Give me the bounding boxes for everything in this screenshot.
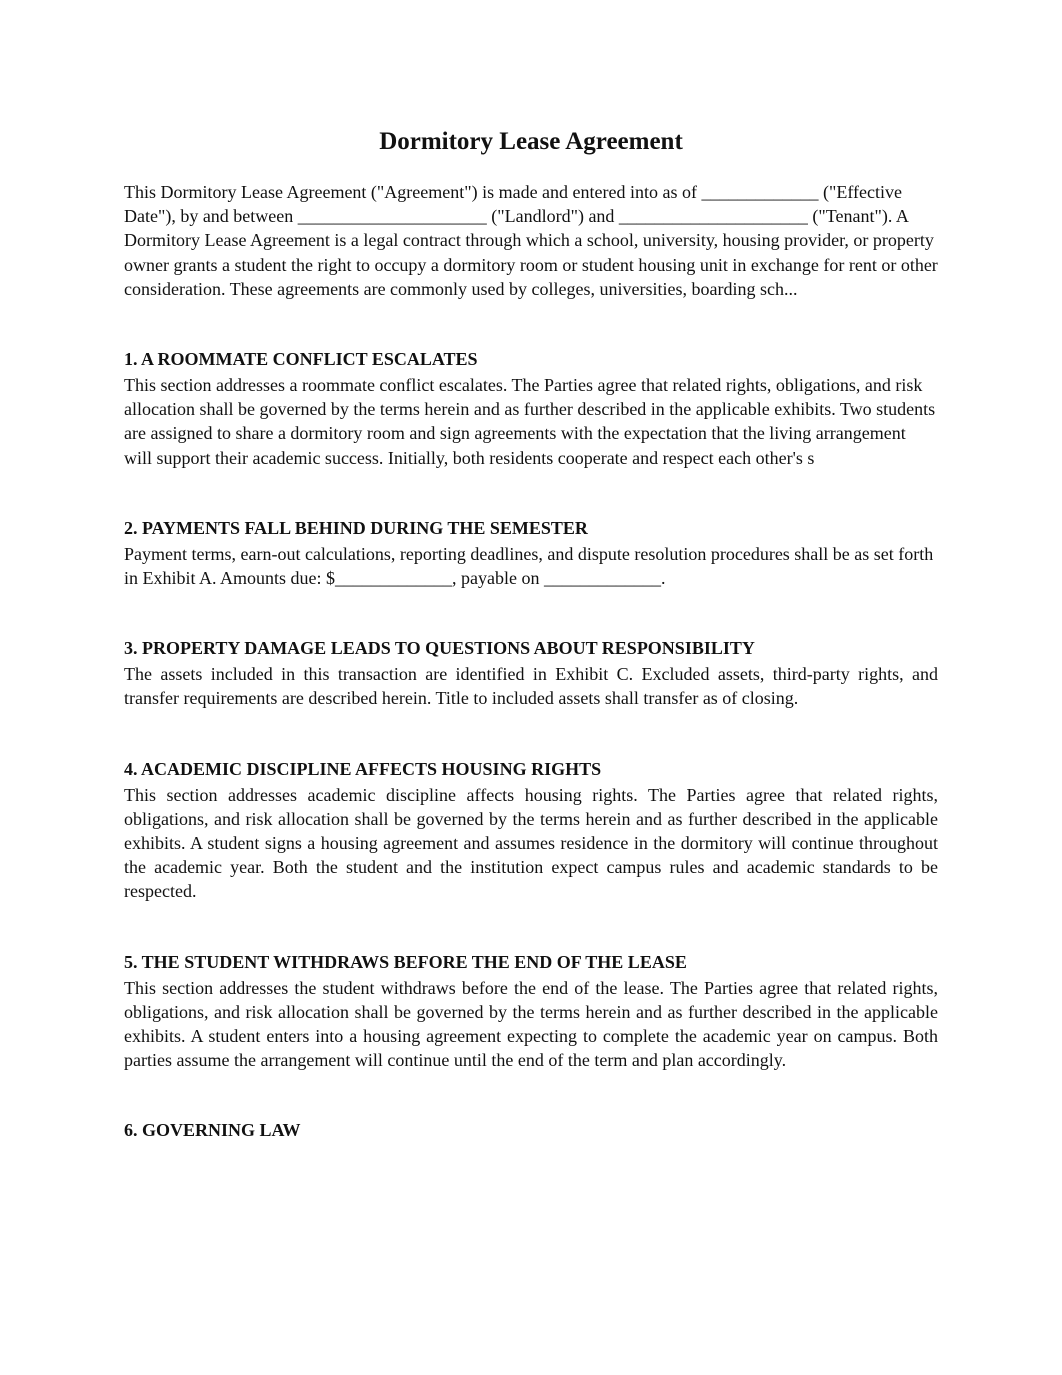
section-heading: 1. A ROOMMATE CONFLICT ESCALATES — [124, 349, 478, 370]
section-4 — [124, 755, 938, 904]
section-heading: 3. PROPERTY DAMAGE LEADS TO QUESTIONS ABOUT RESPONSIBILITY — [124, 638, 755, 659]
section-body: The assets included in this transaction are identified in Exhibit C. Excluded assets, third-party rights, and transfer requirements are described herein. Title to included assets shall transfer as of closing. — [124, 664, 938, 709]
section-heading: 2. PAYMENTS FALL BEHIND DURING THE SEMESTER — [124, 517, 588, 538]
section-heading: 5. THE STUDENT WITHDRAWS BEFORE THE END OF THE LEASE — [124, 951, 687, 972]
section-3 — [124, 634, 938, 710]
section-6 — [124, 1116, 938, 1144]
section-heading: 6. GOVERNING LAW — [124, 1120, 301, 1141]
section-heading: 4. ACADEMIC DISCIPLINE AFFECTS HOUSING RIGHTS — [124, 758, 602, 779]
intro-paragraph: This Dormitory Lease Agreement ("Agreement") is made and entered into as of _____________ ("Effective Date"), by and between _____________________ ("Landlord") and _____________________ ("Tenant"). A Dormitory Lease Agreement is a legal contract through which a school, university, housing provider, or property owner grants a student the right to occupy a dormitory room or student housing unit in exchange for rent or other consideration. These agreements are commonly used by colleges, universities, boarding sch... — [124, 182, 938, 299]
section-2 — [124, 514, 938, 590]
section-body: This section addresses a roommate conflict escalates. The Parties agree that related rights, obligations, and risk allocation shall be governed by the terms herein and as further described in the applicable exhibits. Two students are assigned to share a dormitory room and sign agreements with the expectation that the living arrangement will support their academic success. Initially, both residents cooperate and respect each other's s — [124, 375, 936, 468]
section-body: This section addresses the student withdraws before the end of the lease. The Parties agree that related rights, obligations, and risk allocation shall be governed by the terms herein and as further described in the applicable exhibits. A student enters into a housing agreement expecting to complete the academic year on campus. Both parties assume the arrangement will continue until the end of the term and plan accordingly. — [124, 977, 938, 1071]
document-title: Dormitory Lease Agreement — [379, 128, 683, 155]
section-1 — [124, 345, 938, 470]
document-page — [124, 120, 938, 1144]
section-5 — [124, 948, 938, 1073]
section-body: Payment terms, earn-out calculations, reporting deadlines, and dispute resolution procedures shall be as set forth in Exhibit A. Amounts due: $_____________, payable on _____________. — [124, 543, 934, 589]
section-body: This section addresses academic discipline affects housing rights. The Parties agree that related rights, obligations, and risk allocation shall be governed by the terms herein and as further described in the applicable exhibits. A student signs a housing agreement and assumes residence in the dormitory will continue throughout the academic year. Both the student and the institution expect campus rules and academic standards to be respected. — [124, 784, 938, 902]
